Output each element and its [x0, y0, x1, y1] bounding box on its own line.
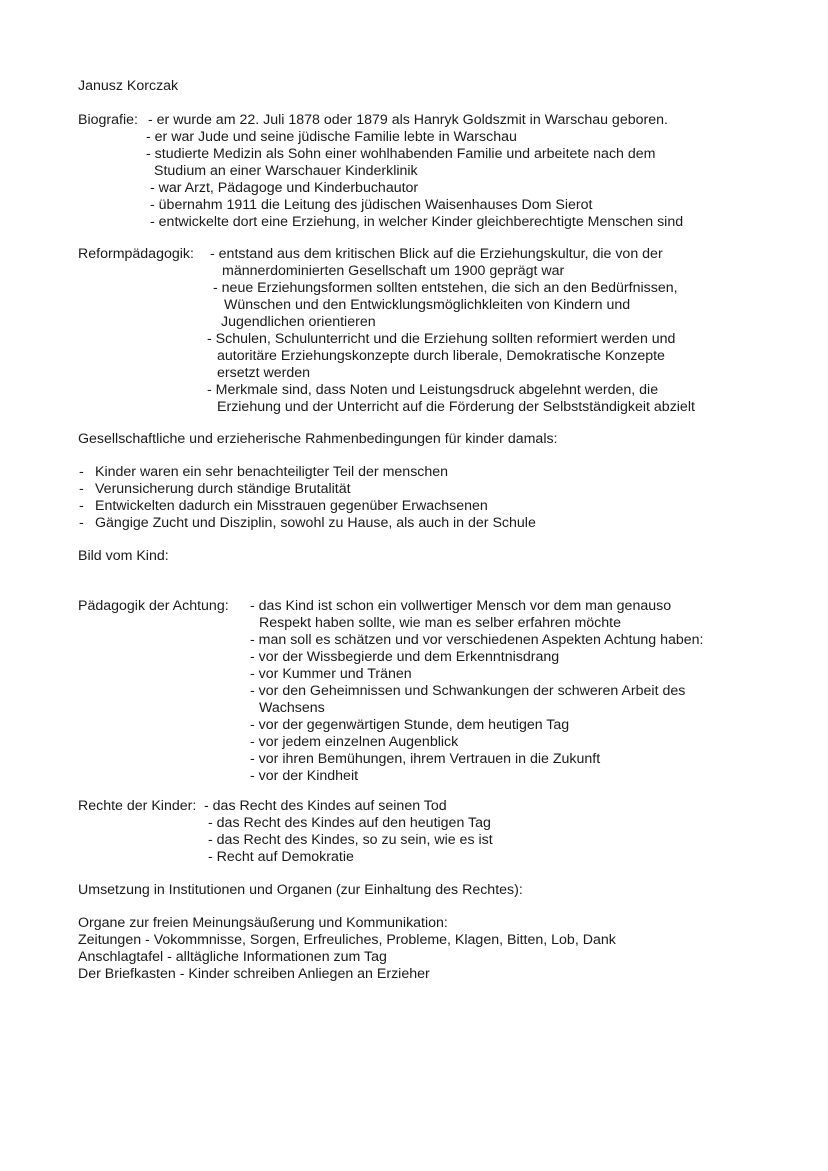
- reform-line: Jugendlichen orientieren: [221, 314, 376, 330]
- achtung-line: - vor der gegenwärtigen Stunde, dem heutigen Tag: [250, 717, 570, 733]
- achtung-line: - vor ihren Bemühungen, ihrem Vertrauen in die Zukunft: [250, 751, 601, 767]
- list-item: Entwickelten dadurch ein Misstrauen gegenüber Erwachsenen: [95, 498, 488, 514]
- reform-line: - neue Erziehungsformen sollten entstehen, die sich an den Bedürfnissen,: [213, 280, 678, 296]
- list-item: Gängige Zucht und Disziplin, sowohl zu Hause, als auch in der Schule: [95, 515, 536, 531]
- rechte-line: - Recht auf Demokratie: [208, 849, 354, 865]
- reform-line: - Merkmale sind, dass Noten und Leistungsdruck abgelehnt werden, die: [207, 382, 659, 398]
- section-label-rechte-der-kinder: Rechte der Kinder:: [78, 798, 197, 814]
- list-item: Kinder waren ein sehr benachteiligter Teil der menschen: [95, 464, 449, 480]
- section-heading-organe: Organe zur freien Meinungsäußerung und Kommunikation:: [78, 915, 448, 931]
- bullet-dash: -: [79, 481, 84, 497]
- biografie-line: - er war Jude und seine jüdische Familie lebte in Warschau: [146, 129, 517, 145]
- achtung-line: - vor der Kindheit: [250, 768, 359, 784]
- bullet-dash: -: [79, 498, 84, 514]
- section-label-paedagogik-der-achtung: Pädagogik der Achtung:: [78, 598, 229, 614]
- biografie-line: - er wurde am 22. Juli 1878 oder 1879 als Hanryk Goldszmit in Warschau geboren.: [148, 112, 668, 128]
- section-heading-umsetzung: Umsetzung in Institutionen und Organen (zur Einhaltung des Rechtes):: [78, 882, 523, 898]
- biografie-line: Studium an einer Warschauer Kinderklinik: [154, 163, 418, 179]
- reform-line: - Schulen, Schulunterricht und die Erziehung sollten reformiert werden und: [207, 331, 676, 347]
- biografie-line: - übernahm 1911 die Leitung des jüdischen Waisenhauses Dom Sierot: [150, 197, 593, 213]
- bullet-dash: -: [79, 464, 84, 480]
- reform-line: Wünschen und den Entwicklungsmöglichkleiten von Kindern und: [224, 297, 631, 313]
- organe-line: Zeitungen - Vokommnisse, Sorgen, Erfreuliches, Probleme, Klagen, Bitten, Lob, Dank: [78, 932, 616, 948]
- achtung-line: Wachsens: [259, 700, 325, 716]
- biografie-line: - entwickelte dort eine Erziehung, in welcher Kinder gleichberechtigte Menschen sind: [150, 214, 684, 230]
- reform-line: männerdominierten Gesellschaft um 1900 geprägt war: [222, 263, 565, 279]
- section-label-biografie: Biografie:: [78, 112, 138, 128]
- list-item: Verunsicherung durch ständige Brutalität: [95, 481, 351, 497]
- reform-line: Erziehung und der Unterricht auf die Förderung der Selbstständigkeit abzielt: [217, 399, 695, 415]
- rechte-line: - das Recht des Kindes auf seinen Tod: [204, 798, 447, 814]
- achtung-line: - vor den Geheimnissen und Schwankungen der schweren Arbeit des: [250, 683, 686, 699]
- organe-line: Der Briefkasten - Kinder schreiben Anliegen an Erzieher: [78, 966, 430, 982]
- reform-line: autoritäre Erziehungskonzepte durch liberale, Demokratische Konzepte: [217, 348, 665, 364]
- achtung-line: - das Kind ist schon ein vollwertiger Mensch vor dem man genauso: [250, 598, 672, 614]
- section-label-reformpaedagogik: Reformpädagogik:: [78, 246, 194, 262]
- biografie-line: - studierte Medizin als Sohn einer wohlhabenden Familie und arbeitete nach dem: [146, 146, 656, 162]
- rechte-line: - das Recht des Kindes auf den heutigen Tag: [208, 815, 491, 831]
- biografie-line: - war Arzt, Pädagoge und Kinderbuchautor: [150, 180, 419, 196]
- organe-line: Anschlagtafel - alltägliche Informationen zum Tag: [78, 949, 387, 965]
- rechte-line: - das Recht des Kindes, so zu sein, wie es ist: [208, 832, 493, 848]
- achtung-line: - vor der Wissbegierde und dem Erkenntnisdrang: [250, 649, 560, 665]
- section-heading-bild-vom-kind: Bild vom Kind:: [78, 548, 169, 564]
- achtung-line: - vor jedem einzelnen Augenblick: [250, 734, 459, 750]
- reform-line: - entstand aus dem kritischen Blick auf die Erziehungskultur, die von der: [210, 246, 663, 262]
- section-heading-rahmenbedingungen: Gesellschaftliche und erzieherische Rahmenbedingungen für kinder damals:: [78, 431, 558, 447]
- bullet-dash: -: [79, 515, 84, 531]
- achtung-line: - man soll es schätzen und vor verschiedenen Aspekten Achtung haben:: [250, 632, 704, 648]
- achtung-line: Respekt haben sollte, wie man es selber erfahren möchte: [259, 615, 621, 631]
- achtung-line: - vor Kummer und Tränen: [250, 666, 412, 682]
- reform-line: ersetzt werden: [217, 365, 311, 381]
- document-title: Janusz Korczak: [78, 78, 179, 94]
